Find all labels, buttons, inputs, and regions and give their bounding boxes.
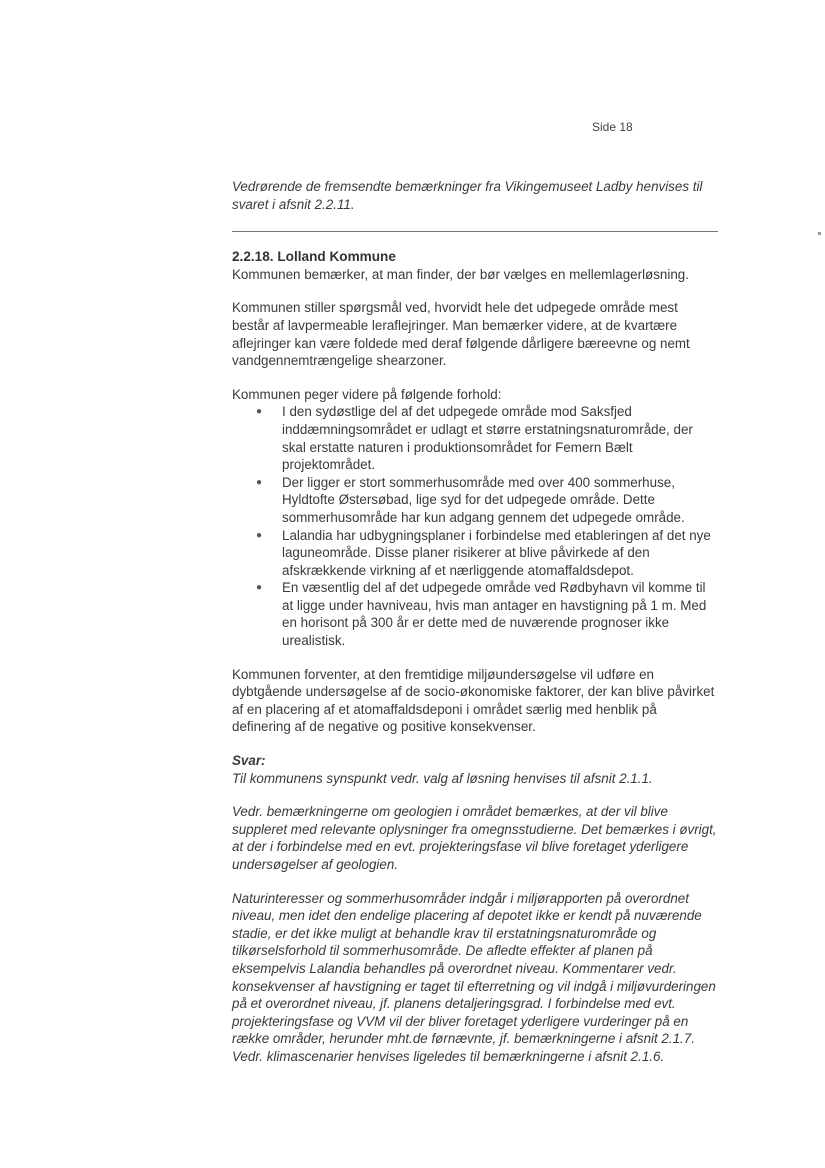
paragraph: Kommunen bemærker, at man finder, der bør vælges en mellemlagerløsning. bbox=[232, 266, 689, 282]
section-divider bbox=[232, 231, 718, 232]
bullet-list bbox=[232, 403, 718, 649]
bullet-icon: ● bbox=[256, 582, 263, 594]
section-heading: 2.2.18. Lolland Kommune bbox=[232, 249, 396, 265]
list-item bbox=[256, 403, 718, 473]
list-item-text: Lalandia har udbygningsplaner i forbindelse med etableringen af det nye laguneområde. Disse planer risikerer at blive påvirkede af den afskrækkende virkning af et nærliggende atomaffaldsdepot. bbox=[282, 527, 711, 578]
bullet-icon: ● bbox=[256, 476, 263, 488]
answer-paragraph: Til kommunens synspunkt vedr. valg af løsning henvises til afsnit 2.1.1. bbox=[232, 770, 653, 786]
list-item-text: Der ligger er stort sommerhusområde med over 400 sommerhuse, Hyldtofte Østersøbad, lige syd for det udpegede område. Dette sommerhusområde har kun adgang gennem det udpegede område. bbox=[282, 474, 685, 525]
answer-label: Svar: bbox=[232, 753, 266, 769]
list-item-text: En væsentlig del af det udpegede område ved Rødbyhavn vil komme til at ligge under havniveau, hvis man antager en havstigning på 1 m. Med en horisont på 300 år er dette med de nuværende prognoser ikke urealistisk. bbox=[282, 580, 707, 649]
paragraph: Kommunen forventer, at den fremtidige miljøundersøgelse vil udføre en dybtgående undersøgelse af de socio-økonomiske faktorer, der kan blive påvirket af en placering af et atomaffaldsdeponi i området særlig med henblik på definering af de negative og positive konsekvenser. bbox=[232, 666, 715, 735]
document-body bbox=[232, 178, 718, 1066]
scan-mark bbox=[818, 232, 821, 235]
paragraph: Kommunen peger videre på følgende forhold: bbox=[232, 386, 502, 402]
list-item bbox=[256, 474, 718, 527]
intro-paragraph: Vedrørende de fremsendte bemærkninger fra Vikingemuseet Ladby henvises til svaret i afsnit 2.2.11. bbox=[232, 179, 703, 212]
answer-paragraph: Naturinteresser og sommerhusområder indgår i miljørapporten på overordnet niveau, men idet den endelige placering af depotet ikke er kendt på nuværende stadie, er det ikke muligt at behandle krav til erstatningsnaturområde og tilkørselsforhold til sommerhusområde. De afledte effekter af planen på eksempelvis Lalandia behandles på overordnet niveau. Kommentarer vedr. konsekvenser af havstigning er taget til efterretning og vil indgå i miljøvurderingen på et overordnet niveau, jf. planens detaljeringsgrad. I forbindelse med evt. projekteringsfase og VVM vil der bliver foretaget yderligere vurderinger på en række områder, herunder mht.de førnævnte, jf. bemærkningerne i afsnit 2.1.7. Vedr. klimascenarier henvises ligeledes til bemærkningerne i afsnit 2.1.6. bbox=[232, 890, 716, 1064]
list-item bbox=[256, 527, 718, 580]
list-item bbox=[256, 579, 718, 649]
list-item-text: I den sydøstlige del af det udpegede område mod Saksfjed inddæmningsområdet er udlagt et større erstatningsnaturområde, der skal erstatte naturen i produktionsområdet for Femern Bælt projektområdet. bbox=[282, 404, 693, 473]
page-number: Side 18 bbox=[592, 120, 633, 134]
bullet-icon: ● bbox=[256, 406, 263, 418]
answer-paragraph: Vedr. bemærkningerne om geologien i området bemærkes, at der vil blive suppleret med relevante oplysninger fra omegnsstudierne. Det bemærkes i øvrigt, at der i forbindelse med en evt. projekteringsfase vil blive foretaget yderligere undersøgelser af geologien. bbox=[232, 804, 717, 872]
paragraph: Kommunen stiller spørgsmål ved, hvorvidt hele det udpegede område mest består af lavpermeable leraflejringer. Man bemærker videre, at de kvartære aflejringer kan være foldede med deraf følgende dårligere bæreevne og nemt vandgennemtrængelige shearzoner. bbox=[232, 300, 690, 369]
bullet-icon: ● bbox=[256, 529, 263, 541]
